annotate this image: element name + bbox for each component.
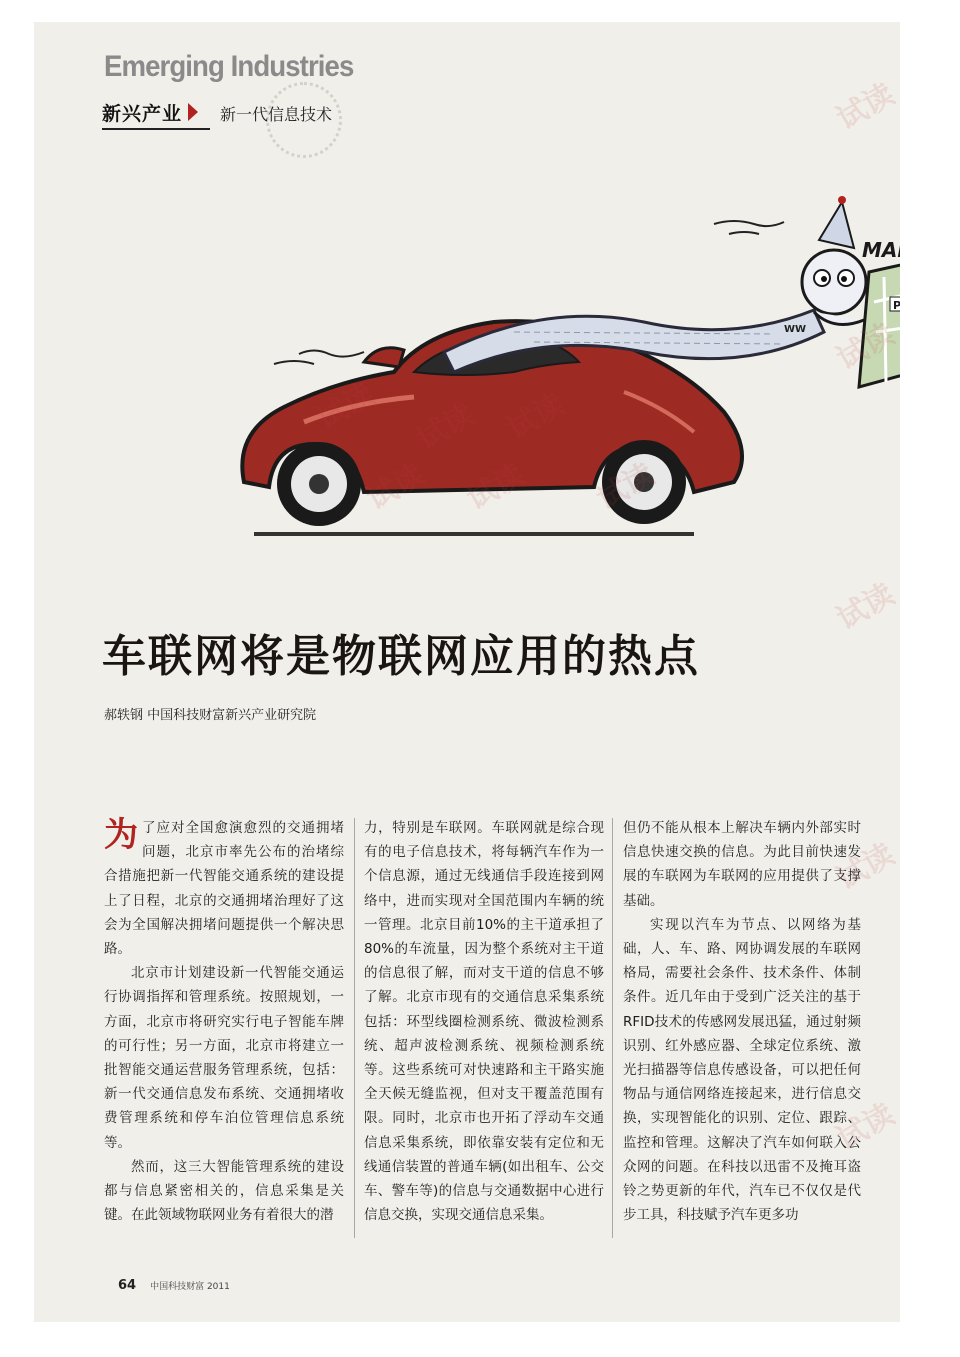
paragraph: 但仍不能从根本上解决车辆内外部实时信息快速交换的信息。为此目前快速发展的车联网为车联网的应用提供了支撑基础。	[623, 820, 861, 909]
paragraph: 北京市计划建设新一代智能交通运行协调指挥和管理系统。按照规划，一方面，北京市将研究实行电子智能车牌的可行性；另一方面，北京市将建立一批智能交通运营服务管理系统，包括：新一代交通信息发布系统、交通拥堵收费管理系统和停车泊位管理信息系统等。	[104, 965, 344, 1151]
article-column-1	[104, 816, 344, 1227]
column-divider	[354, 818, 355, 1238]
drop-cap: 为	[104, 815, 138, 855]
watermark: 试读	[831, 1096, 900, 1158]
map-icon	[859, 238, 913, 387]
page-footer	[118, 1278, 230, 1293]
subsection-label: 新一代信息技术	[220, 105, 333, 124]
paragraph: 为了应对全国愈演愈烈的交通拥堵问题，北京市率先公布的治堵综合措施把新一代智能交通系统的建设提上了日程，北京的交通拥堵治理好了这会为全国解决拥堵问题提供一个解决思路。	[104, 815, 344, 958]
watermark: 试读	[831, 576, 900, 638]
magazine-name: 中国科技财富 2011	[150, 1282, 230, 1292]
section-label: 新兴产业	[102, 102, 183, 125]
paragraph: 然而，这三大智能管理系统的建设都与信息紧密相关的，信息采集是关键。在此领域物联网业务有着很大的潜	[104, 1158, 344, 1224]
navigator-character-icon	[802, 196, 866, 325]
brand-title: Emerging Industries	[104, 50, 354, 83]
article-title: 车联网将是物联网应用的热点	[102, 631, 700, 682]
svg-text:P: P	[893, 299, 902, 312]
article-byline: 郝轶钢 中国科技财富新兴产业研究院	[104, 708, 317, 723]
rear-wheel	[277, 442, 361, 526]
page-number: 64	[118, 1278, 137, 1293]
front-wheel	[602, 440, 686, 524]
magazine-page	[34, 22, 913, 1322]
watermark: 试读	[831, 836, 900, 898]
column-divider	[612, 818, 613, 1238]
article-column-2	[364, 816, 604, 1227]
car-illustration	[214, 182, 913, 542]
article-column-3	[623, 816, 861, 1227]
svg-text:WW: WW	[784, 324, 807, 335]
paragraph: 实现以汽车为节点、以网络为基础，人、车、路、网协调发展的车联网格局，需要社会条件、技术条件、体制条件。近几年由于受到广泛关注的基于RFID技术的传感网发展迅猛，通过射频识别、红外感应器、全球定位系统、激光扫描器等信息传感设备，可以把任何物品与通信网络连接起来，进行信息交换，实现智能化的识别、定位、跟踪、监控和管理。这解决了汽车如何联入公众网的问题。在科技以迅雷不及掩耳盗铃之势更新的年代，汽车已不仅仅是代步工具，科技赋予汽车更多功	[623, 916, 861, 1224]
section-tag	[102, 96, 210, 130]
triangle-arrow-icon	[188, 103, 198, 121]
svg-text:MAP: MAP	[862, 238, 913, 262]
watermark: 试读	[831, 76, 900, 138]
paragraph: 力，特别是车联网。车联网就是综合现有的电子信息技术，将每辆汽车作为一个信息源，通过无线通信手段连接到网络中，进而实现对全国范围内车辆的统一管理。北京目前10%的主干道承担了80%的车流量，因为整个系统对主干道的信息很了解，而对支干道的信息不够了解。北京市现有的交通信息采集系统包括：环型线圈检测系统、微波检测系统、超声波检测系统、视频检测系统等。这些系统可对快速路和主干路实施全天候无缝监视，但对支干覆盖范围有限。同时，北京市也开拓了浮动车交通信息采集系统，即依靠安装有定位和无线通信装置的普通车辆(如出租车、公交车、警车等)的信息与交通数据中心进行信息交换，实现交通信息采集。	[364, 820, 604, 1224]
